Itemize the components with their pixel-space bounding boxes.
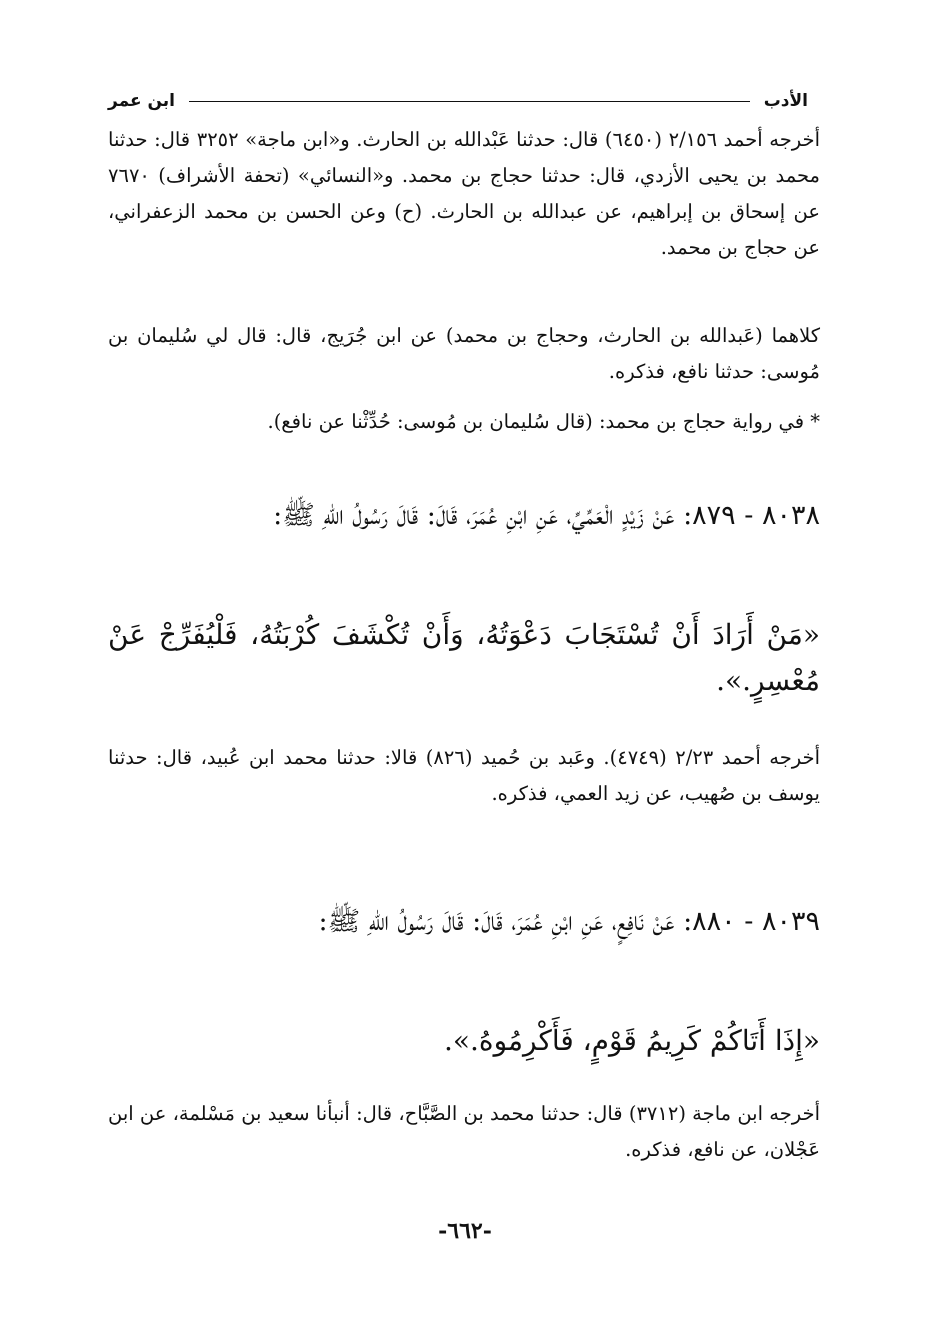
page-number: -٦٦٢-	[438, 1218, 492, 1244]
takhrij-paragraph-1: أخرجه أحمد ٢/١٥٦ (٦٤٥٠) قال: حدثنا عَبْدالله بن الحارث. و«ابن ماجة» ٣٢٥٢ قال: حدثنا محمد بن يحيى الأزدي، قال: حدثنا حجاج بن محمد. و«النسائي» (تحفة الأشراف) ٧٦٧٠ عن إسحاق بن إبراهيم، عن عبدالله بن الحارث. (ح) وعن الحسن بن محمد الزعفراني، عن حجاج بن محمد.	[108, 128, 820, 259]
narration-note: * في رواية حجاج بن محمد: (قال سُليمان بن مُوسى: حُدِّثْنا عن نافع).	[267, 410, 820, 433]
header-rule	[189, 101, 750, 102]
section-title: ابن عمر	[108, 91, 176, 111]
running-header	[108, 86, 808, 116]
chapter-title: الأدب	[763, 91, 808, 111]
takhrij-paragraph-3: أخرجه أحمد ٢/٢٣ (٤٧٤٩). وعَبد بن حُميد (٨٢٦) قالا: حدثنا محمد ابن عُبيد، قال: حدثنا يوسف بن صُهيب، عن زيد العمي، فذكره.	[108, 746, 820, 805]
takhrij-paragraph-4: أخرجه ابن ماجة (٣٧١٢) قال: حدثنا محمد بن الصَّبَّاح، قال: أنبأنا سعيد بن مَسْلمة، عن ابن عَجْلان، عن نافع، فذكره.	[108, 1102, 820, 1161]
takhrij-paragraph-2: كلاهما (عَبدالله بن الحارث، وحجاج بن محمد) عن ابن جُرَيج، قال: قال لي سُليمان بن مُوسى: حدثنا نافع، فذكره.	[108, 324, 820, 383]
hadith-8039-matn: «إِذَا أَتَاكُمْ كَرِيمُ قَوْمٍ، فَأَكْرِمُوهُ.».	[443, 1024, 820, 1057]
hadith-8038-isnad: ٨٠٣٨ - ٨٧٩: عَنْ زَيْدٍ الْعَمِّيِّ، عَنِ ابْنِ عُمَرَ، قَالَ: قَالَ رَسُولُ اللهِ ﷺ:	[273, 500, 820, 531]
hadith-8039-isnad: ٨٠٣٩ - ٨٨٠: عَنْ نَافِعٍ، عَنِ ابْنِ عُمَرَ، قَالَ: قَالَ رَسُولُ اللهِ ﷺ:	[318, 906, 820, 937]
hadith-8038-matn: «مَنْ أَرَادَ أَنْ تُسْتَجَابَ دَعْوَتُهُ، وَأَنْ تُكْشَفَ كُرْبَتُهُ، فَلْيُفَرِّجْ عَنْ مُعْسِرٍ.».	[108, 618, 820, 697]
